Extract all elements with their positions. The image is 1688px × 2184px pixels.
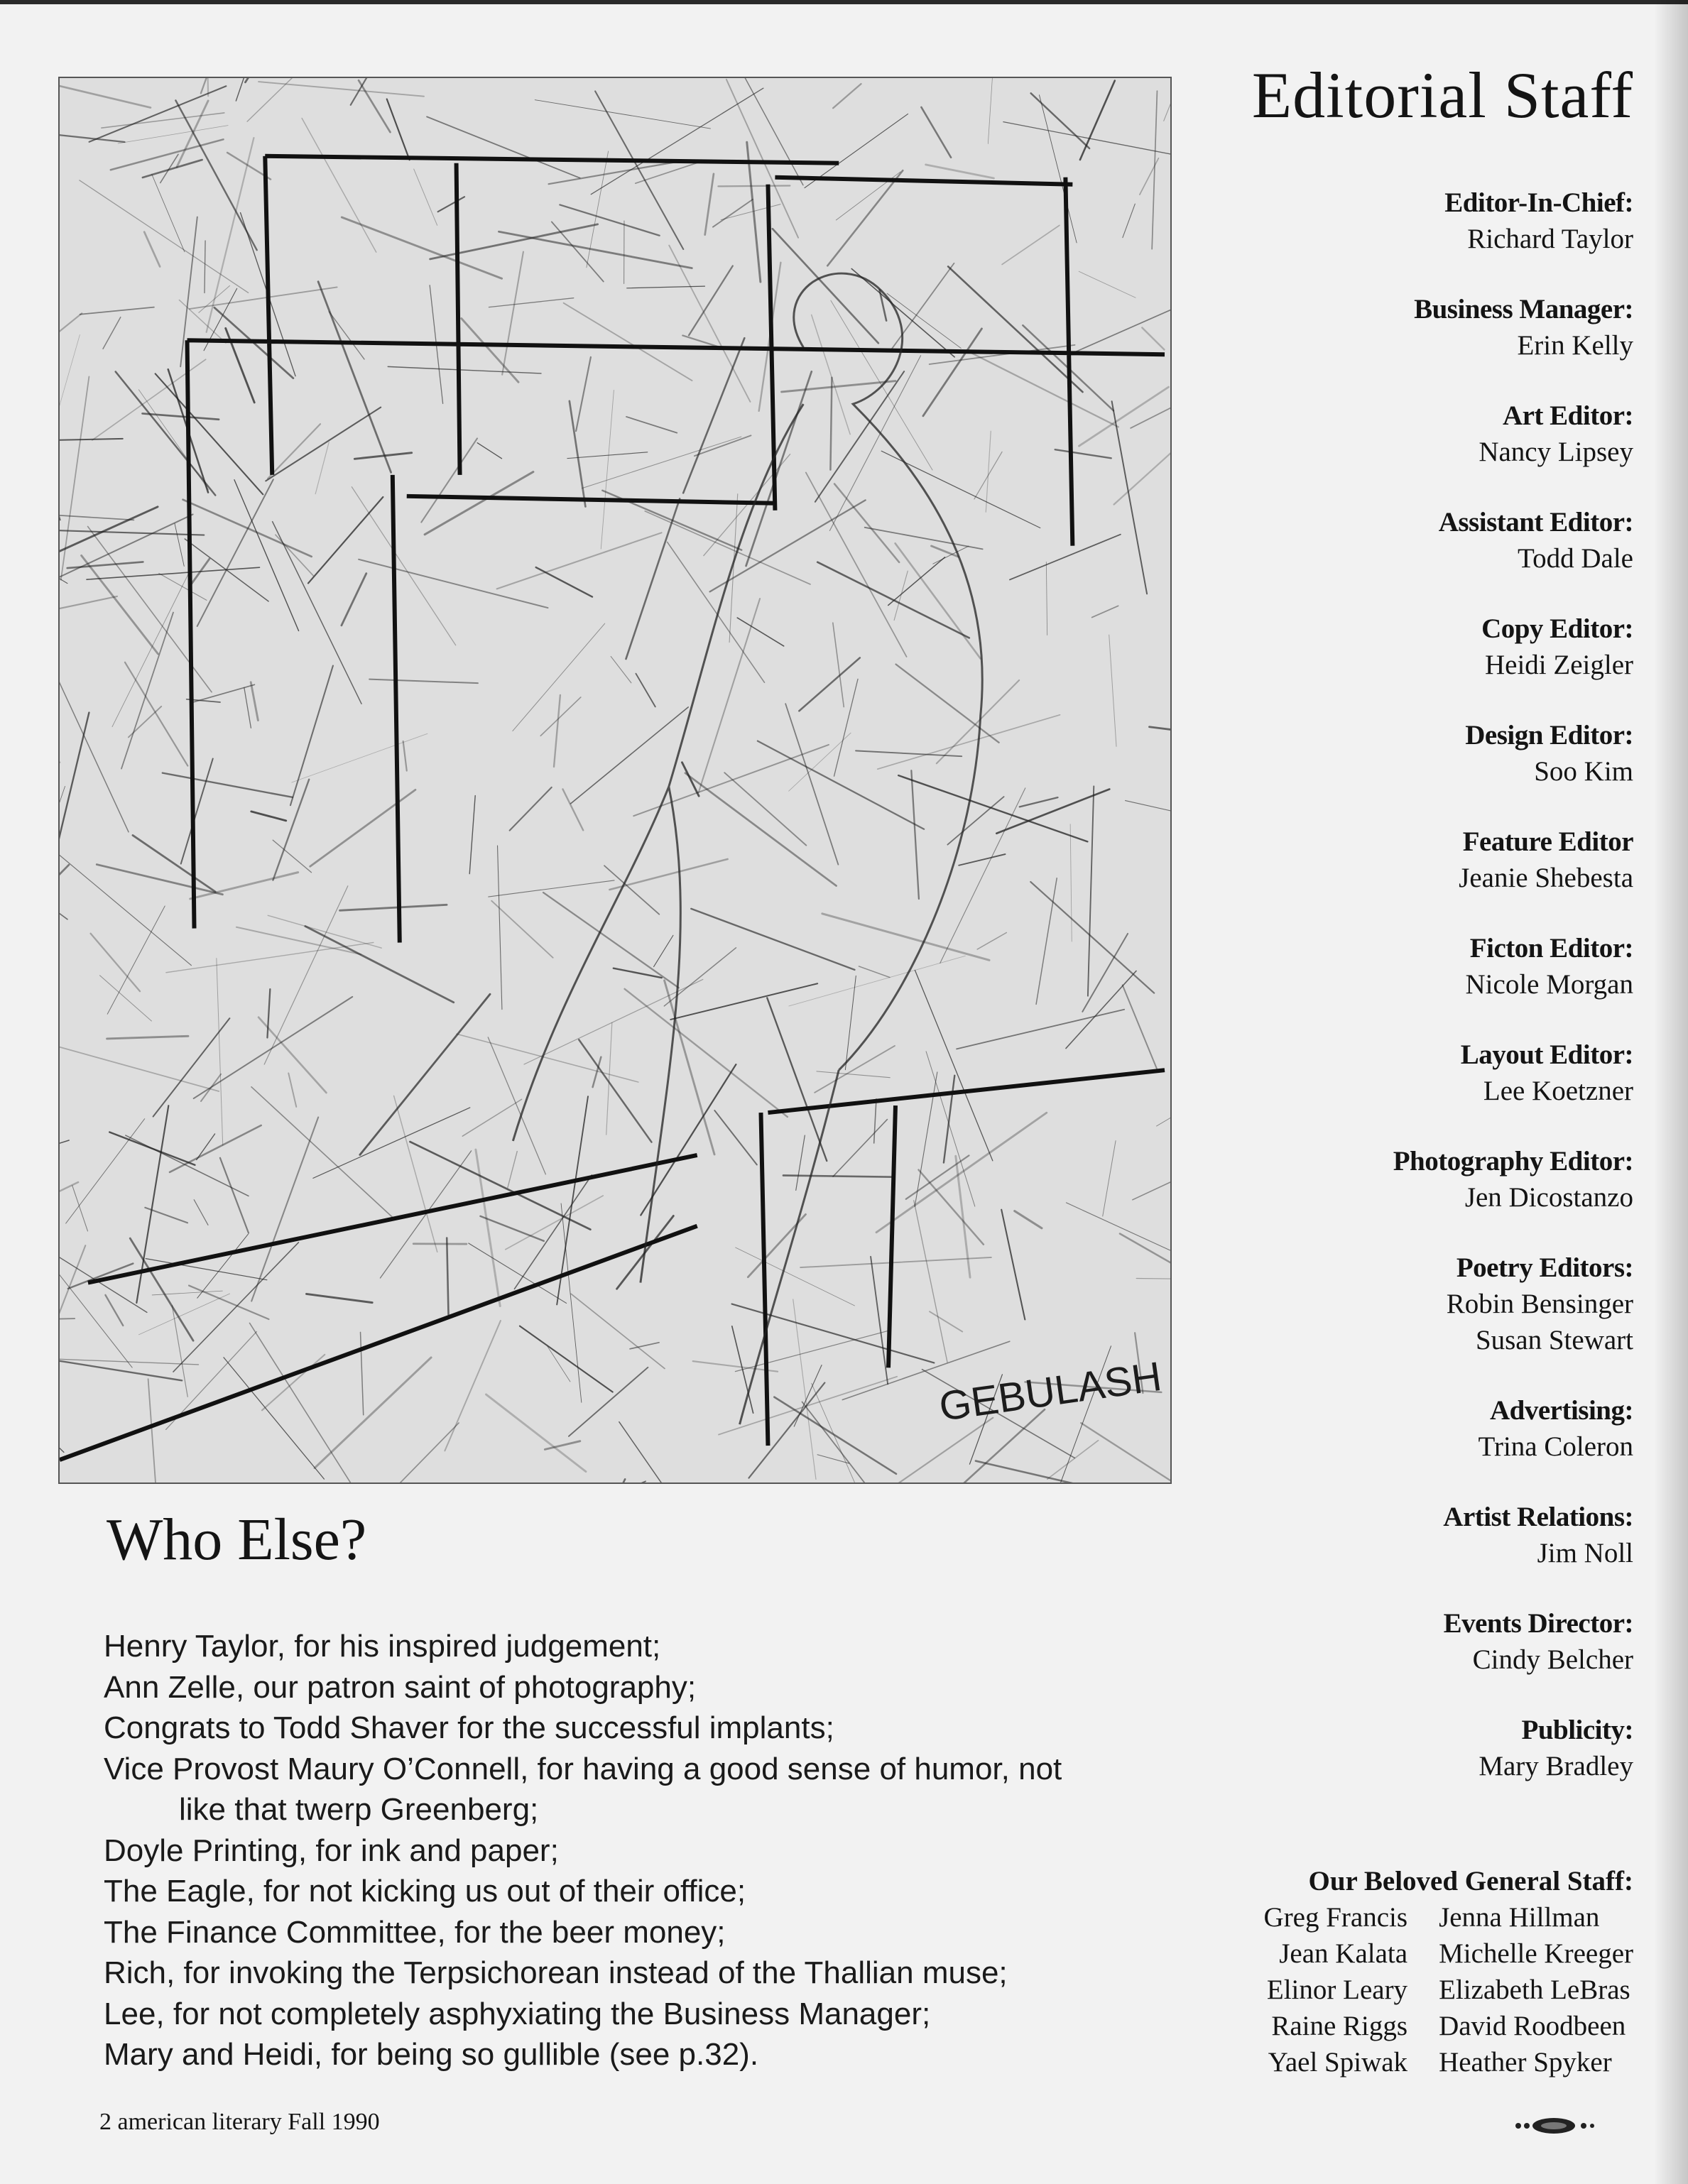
staff-role-title: Ficton Editor: bbox=[1469, 933, 1633, 963]
staff-member-name: Jim Noll bbox=[1537, 1538, 1633, 1568]
staff-member-name: Robin Bensinger bbox=[1446, 1289, 1633, 1319]
editorial-staff-title: Editorial Staff bbox=[1251, 59, 1633, 131]
general-staff-name: Raine Riggs bbox=[1271, 2011, 1408, 2041]
staff-role bbox=[1136, 1499, 1633, 1571]
general-staff-name: Jean Kalata bbox=[1279, 1938, 1408, 1969]
general-staff-title: Our Beloved General Staff: bbox=[1308, 1866, 1633, 1896]
sketch-drawing bbox=[60, 78, 1170, 1483]
staff-role-title: Photography Editor: bbox=[1393, 1146, 1633, 1176]
acknowledgement-line: The Finance Committee, for the beer money; bbox=[104, 1914, 726, 1950]
acknowledgement-line: Lee, for not completely asphyxiating the Business Manager; bbox=[104, 1996, 931, 2031]
general-staff-name: Michelle Kreeger bbox=[1439, 1938, 1633, 1969]
artist-signature: GEBULASH bbox=[936, 1353, 1165, 1431]
general-staff-right-column bbox=[1439, 1899, 1633, 2080]
staff-role-title: Assistant Editor: bbox=[1438, 507, 1633, 537]
staff-member-name: Trina Coleron bbox=[1478, 1431, 1633, 1462]
staff-role bbox=[1136, 504, 1633, 577]
acknowledgement-line: like that twerp Greenberg; bbox=[179, 1792, 539, 1827]
page-footer: 2 american literary Fall 1990 bbox=[99, 2109, 380, 2135]
who-else-heading: Who Else? bbox=[107, 1507, 367, 1573]
acknowledgement-line: Ann Zelle, our patron saint of photography; bbox=[104, 1669, 697, 1705]
staff-role-title: Copy Editor: bbox=[1481, 613, 1633, 644]
staff-member-name: Nicole Morgan bbox=[1465, 969, 1633, 1000]
staff-role-title: Poetry Editors: bbox=[1456, 1252, 1633, 1283]
pencil-sketch-artwork bbox=[58, 77, 1172, 1484]
staff-member-name: Soo Kim bbox=[1534, 756, 1633, 787]
staff-role bbox=[1136, 1250, 1633, 1358]
publisher-logo-icon bbox=[1514, 2117, 1599, 2135]
general-staff-name: Heather Spyker bbox=[1439, 2047, 1612, 2077]
staff-member-name: Jen Dicostanzo bbox=[1464, 1182, 1633, 1213]
staff-role bbox=[1136, 291, 1633, 364]
staff-role bbox=[1136, 824, 1633, 896]
general-staff-name: Greg Francis bbox=[1263, 1902, 1408, 1933]
acknowledgement-line: Rich, for invoking the Terpsichorean instead of the Thallian muse; bbox=[104, 1955, 1008, 1990]
general-staff-name: David Roodbeen bbox=[1439, 2011, 1626, 2041]
acknowledgement-line: Congrats to Todd Shaver for the successful implants; bbox=[104, 1710, 834, 1745]
staff-role bbox=[1136, 1605, 1633, 1678]
staff-member-name: Nancy Lipsey bbox=[1479, 437, 1633, 467]
staff-role-title: Publicity: bbox=[1521, 1715, 1633, 1745]
page-top-edge bbox=[0, 0, 1688, 4]
general-staff-grid bbox=[1136, 1899, 1633, 2080]
general-staff-left-column bbox=[1136, 1899, 1407, 2080]
general-staff-section bbox=[1136, 1864, 1633, 2080]
general-staff-name: Yael Spiwak bbox=[1268, 2047, 1408, 2077]
staff-role bbox=[1136, 1037, 1633, 1109]
staff-member-name: Mary Bradley bbox=[1479, 1751, 1633, 1781]
staff-member-name: Cindy Belcher bbox=[1472, 1644, 1633, 1675]
acknowledgement-line: Mary and Heidi, for being so gullible (see p.32). bbox=[104, 2037, 759, 2072]
staff-role bbox=[1136, 611, 1633, 683]
staff-role bbox=[1136, 1392, 1633, 1465]
editorial-staff-column bbox=[1136, 59, 1633, 1818]
staff-role bbox=[1136, 1712, 1633, 1784]
staff-role-title: Layout Editor: bbox=[1460, 1039, 1633, 1070]
staff-role-title: Advertising: bbox=[1490, 1395, 1633, 1426]
staff-role bbox=[1136, 930, 1633, 1003]
staff-role bbox=[1136, 185, 1633, 257]
acknowledgement-line: The Eagle, for not kicking us out of their office; bbox=[104, 1874, 746, 1909]
staff-role-title: Feature Editor bbox=[1462, 826, 1633, 857]
staff-role bbox=[1136, 1143, 1633, 1216]
staff-member-name: Todd Dale bbox=[1518, 543, 1633, 574]
staff-roles-list bbox=[1136, 185, 1633, 1784]
page-right-shadow bbox=[1654, 0, 1688, 2184]
general-staff-name: Elizabeth LeBras bbox=[1439, 1975, 1630, 2005]
staff-role bbox=[1136, 398, 1633, 470]
staff-role-title: Art Editor: bbox=[1502, 400, 1633, 431]
staff-member-name: Lee Koetzner bbox=[1483, 1076, 1633, 1106]
staff-role-title: Events Director: bbox=[1443, 1608, 1633, 1639]
acknowledgement-line: Henry Taylor, for his inspired judgement; bbox=[104, 1629, 661, 1664]
acknowledgement-line: Doyle Printing, for ink and paper; bbox=[104, 1833, 559, 1868]
staff-member-name: Susan Stewart bbox=[1475, 1325, 1633, 1355]
staff-role-title: Business Manager: bbox=[1414, 294, 1633, 324]
staff-member-name: Heidi Zeigler bbox=[1485, 650, 1633, 680]
general-staff-name: Jenna Hillman bbox=[1439, 1902, 1600, 1933]
staff-role-title: Artist Relations: bbox=[1443, 1502, 1633, 1532]
staff-role-title: Editor-In-Chief: bbox=[1444, 187, 1633, 218]
general-staff-name: Elinor Leary bbox=[1266, 1975, 1408, 2005]
staff-role-title: Design Editor: bbox=[1465, 720, 1633, 750]
staff-role bbox=[1136, 717, 1633, 790]
acknowledgements-list bbox=[104, 1626, 1140, 2075]
acknowledgement-line: Vice Provost Maury O’Connell, for having a good sense of humor, not bbox=[104, 1751, 1062, 1786]
staff-member-name: Richard Taylor bbox=[1467, 224, 1633, 254]
staff-member-name: Erin Kelly bbox=[1517, 330, 1633, 361]
staff-member-name: Jeanie Shebesta bbox=[1459, 863, 1633, 893]
